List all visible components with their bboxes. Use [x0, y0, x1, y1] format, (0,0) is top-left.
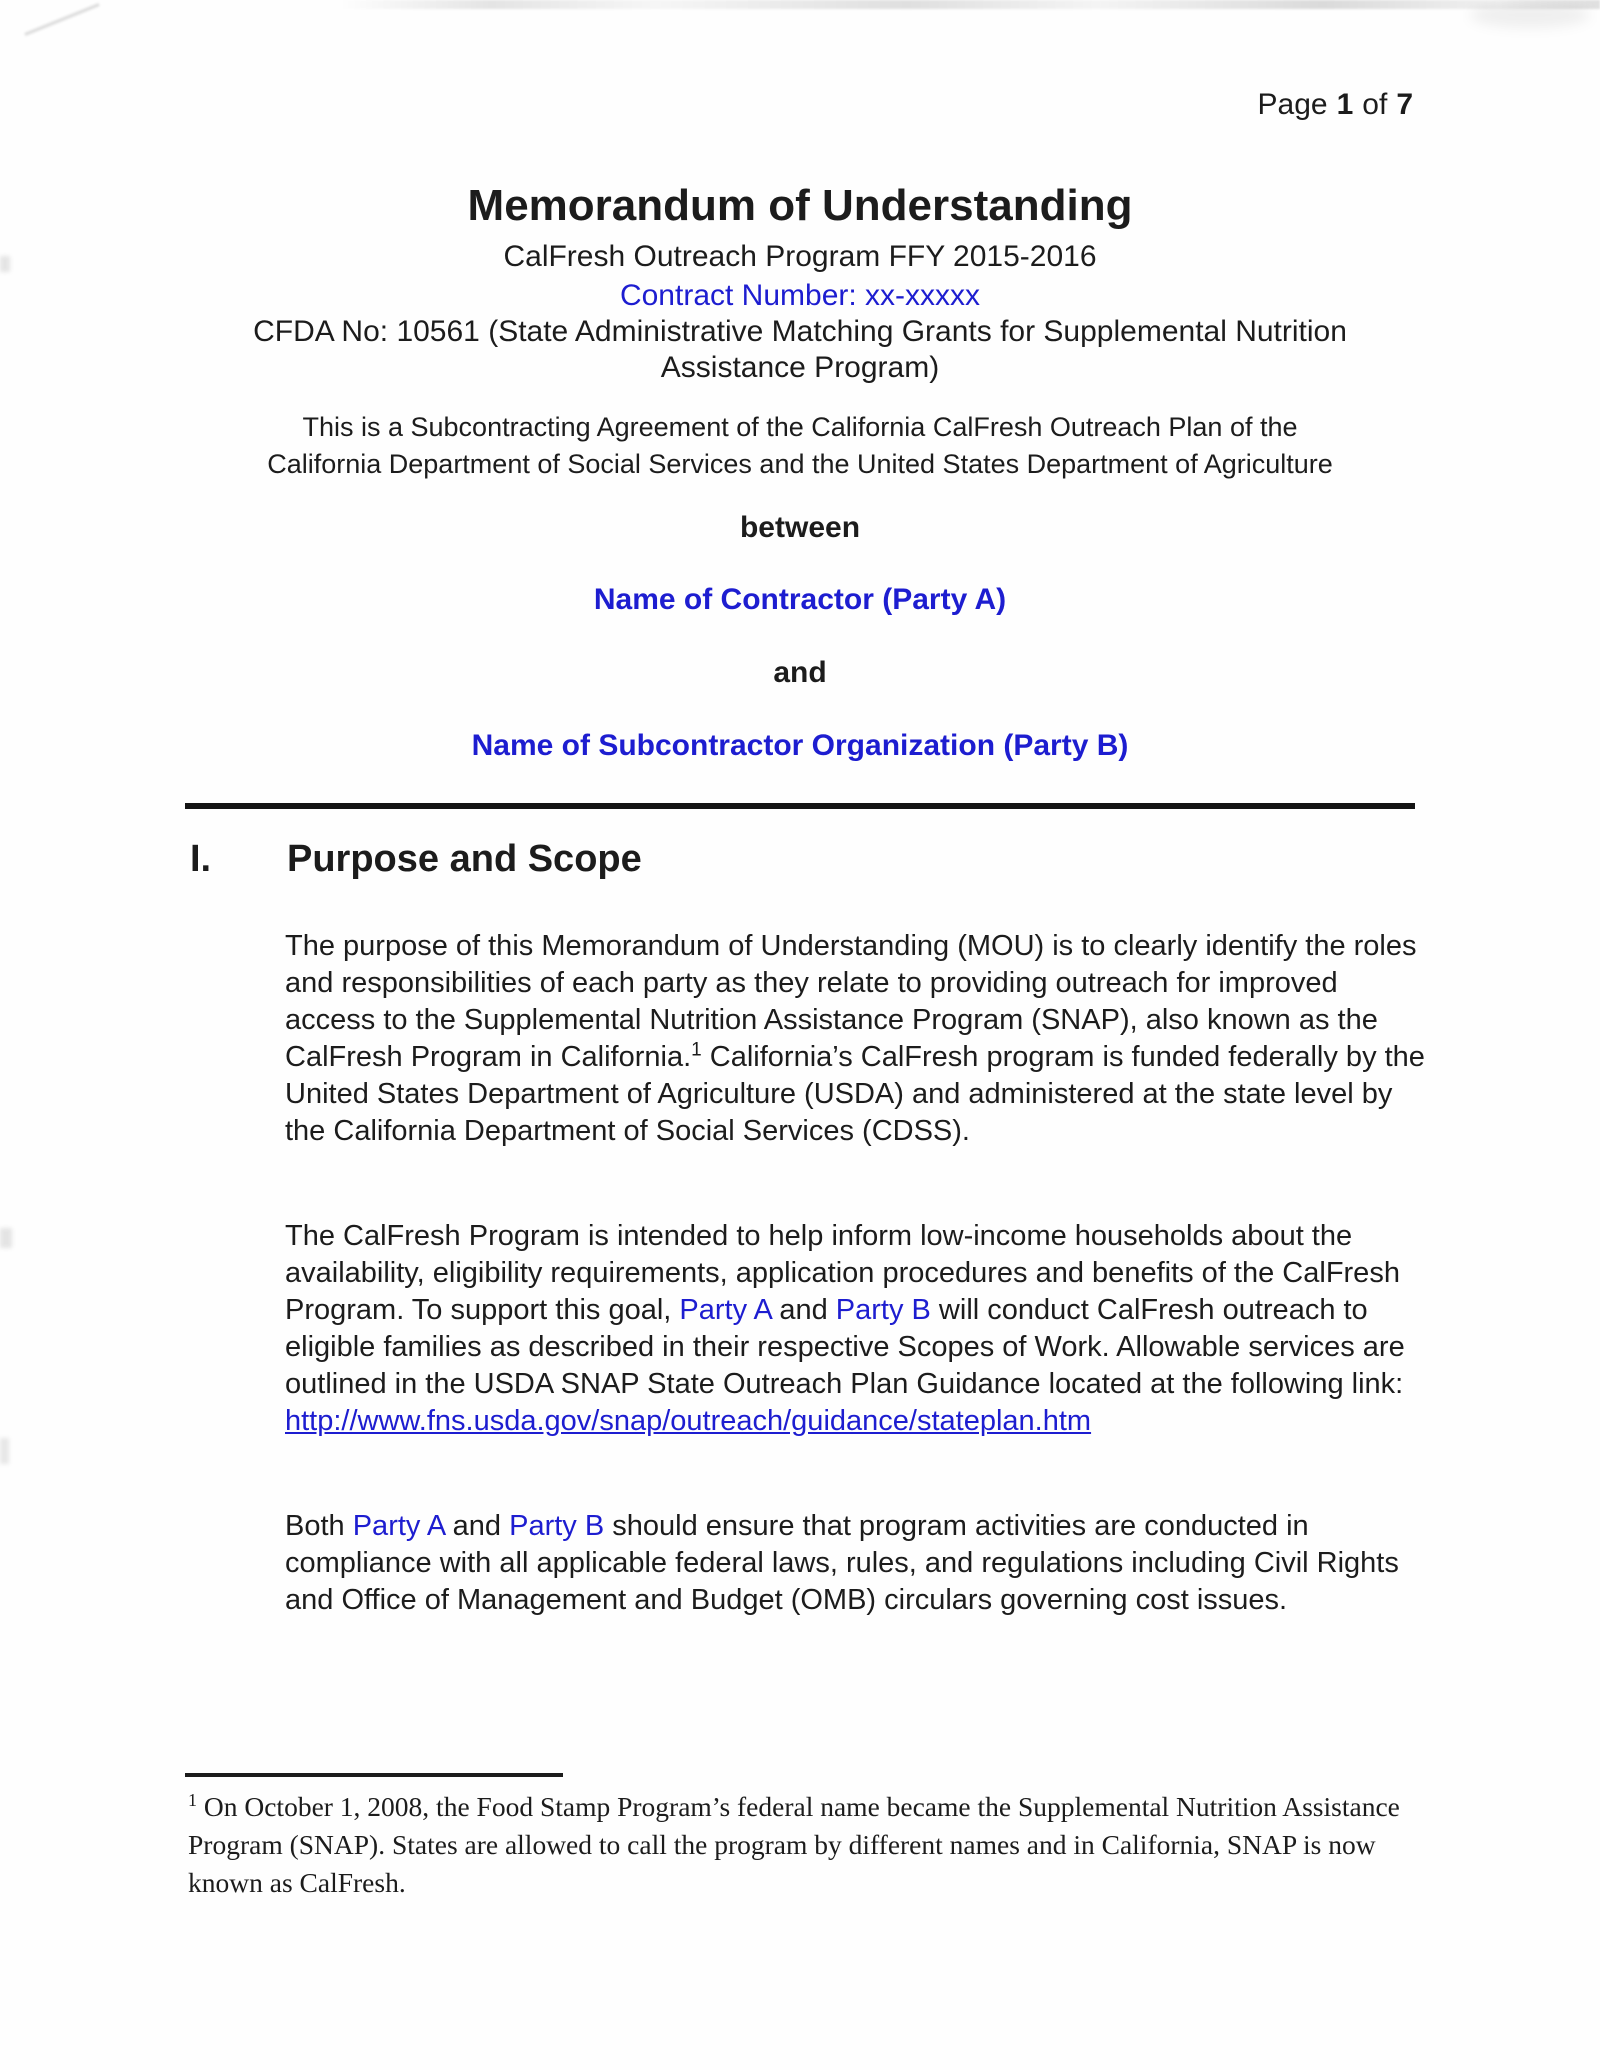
scan-artifact	[1470, 2, 1590, 28]
cfda-line-1: CFDA No: 10561 (State Administrative Matching Grants for Supplemental Nutrition	[253, 315, 1347, 348]
paragraph-text: and	[771, 1294, 836, 1326]
party-b-name: Name of Subcontractor Organization (Party B)	[471, 729, 1129, 762]
section-heading	[190, 838, 642, 881]
scan-artifact	[0, 1438, 9, 1464]
party-a-mention: Party A	[679, 1294, 772, 1326]
paragraph-purpose	[285, 928, 1425, 1150]
party-b-mention: Party B	[835, 1294, 931, 1326]
page-total: 7	[1396, 88, 1413, 121]
section-divider-rule	[185, 803, 1415, 809]
paragraph-text: The purpose of this Memorandum of Understanding (MOU) is to clearly identify the roles and responsibilities of each party as they relate to providing outreach for improved access to the Supplemental Nutrition Assistance Program (SNAP), also known as the CalFresh Program in California.	[285, 930, 1417, 1073]
scan-artifact	[0, 1228, 12, 1248]
paragraph-text: California’s CalFresh program is funded federally by the United States Department of Agriculture (USDA) and administered at the state level by the California Department of Social Services (CDSS).	[285, 1041, 1425, 1147]
outreach-guidance-link[interactable]: http://www.fns.usda.gov/snap/outreach/guidance/stateplan.htm	[285, 1405, 1092, 1437]
document-subtitle: CalFresh Outreach Program FFY 2015-2016	[503, 240, 1097, 273]
paragraph-text: will conduct CalFresh outreach to eligible families as described in their respective Scopes of Work. Allowable services are outlined in the USDA SNAP State Outreach Plan Guidance located at the following link:	[285, 1294, 1405, 1400]
footnote	[188, 1788, 1406, 1902]
section-title: Purpose and Scope	[287, 838, 642, 880]
agreement-intro: This is a Subcontracting Agreement of the California CalFresh Outreach Plan of the California Department of Social Services and the United States Department of Agriculture	[267, 412, 1333, 479]
contract-number: Contract Number: xx-xxxxx	[619, 279, 981, 312]
page-of-label: of	[1362, 88, 1388, 121]
party-a-name: Name of Contractor (Party A)	[593, 583, 1007, 616]
paragraph-program-intent	[285, 1218, 1425, 1440]
scan-artifact	[340, 0, 1600, 9]
footnote-separator-rule	[185, 1773, 563, 1777]
title-block	[0, 180, 1600, 386]
footnote-marker: 1	[188, 1789, 197, 1810]
document-title: Memorandum of Understanding	[467, 181, 1133, 230]
cfda-line-2: Assistance Program)	[660, 351, 940, 384]
section-numeral: I.	[190, 838, 212, 880]
page-label: Page	[1257, 88, 1328, 121]
party-a-mention: Party A	[352, 1510, 445, 1542]
footnote-reference: 1	[691, 1039, 702, 1061]
page-current: 1	[1336, 88, 1354, 121]
paragraph-text: should ensure that program activities are conducted in compliance with all applicable federal laws, rules, and regulations including Civil Rights and Office of Management and Budget (OMB) circulars governing cost issues.	[285, 1510, 1399, 1616]
paragraph-text: and	[444, 1510, 510, 1542]
between-label: between	[739, 511, 861, 544]
paragraph-text: Both	[285, 1510, 353, 1542]
footnote-text: On October 1, 2008, the Food Stamp Program’s federal name became the Supplemental Nutrition Assistance Program (SNAP). States are allowed to call the program by different names and in California, SNAP is now known as CalFresh.	[188, 1791, 1400, 1898]
paragraph-compliance	[285, 1508, 1425, 1619]
paragraph-text: The CalFresh Program is intended to help inform low-income households about the availability, eligibility requirements, application procedures and benefits of the CalFresh Program. To support this goal,	[285, 1220, 1400, 1326]
party-b-mention: Party B	[509, 1510, 605, 1542]
scan-artifact	[24, 3, 99, 36]
and-label: and	[773, 656, 827, 689]
page-indicator	[1258, 88, 1413, 122]
